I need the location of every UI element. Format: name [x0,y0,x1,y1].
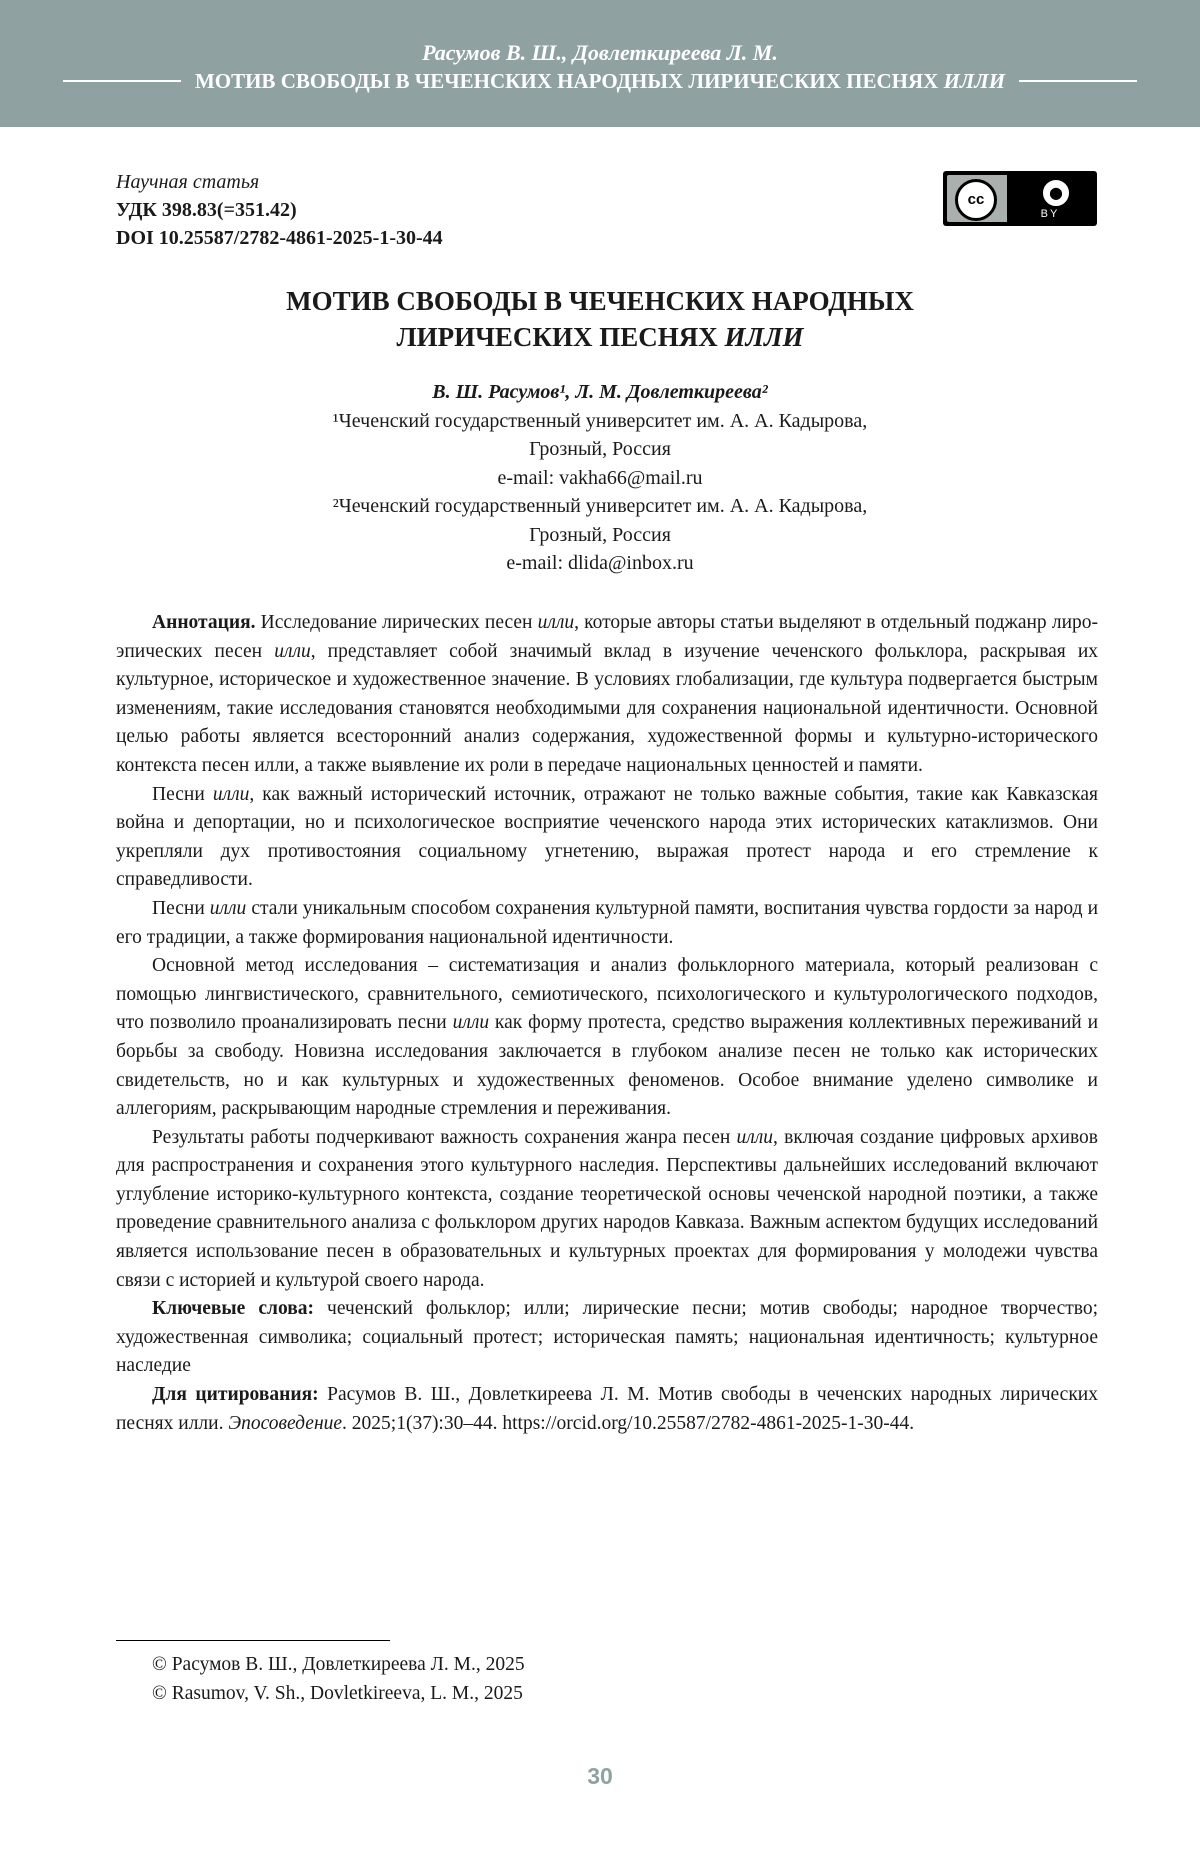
author-affiliations [100,378,1100,578]
keywords: Ключевые слова: чеченский фольклор; илли; лирические песни; мотив свободы; народное творчество; художественная символика; социальный протест; историческая память; национальная идентичность; культурное наследие [116,1298,1098,1377]
header-authors: Расумов В. Ш., Довлеткиреева Л. М. [422,40,778,65]
citation: Для цитирования: Расумов В. Ш., Довлеткиреева Л. М. Мотив свободы в чеченских народных лирических песнях илли. Эпосоведение. 2025;1(37):30–44. https://orcid.org/10.25587/2782-4861-2025-1-30-44. [116,1384,1098,1434]
article-title [100,283,1100,355]
affiliation-2: ²Чеченский государственный университет им. А. А. Кадырова, [332,495,868,517]
abstract-paragraph-1: Аннотация. Исследование лирических песен илли, которые авторы статьи выделяют в отдельный поджанр лиро-эпических песен илли, представляет собой значимый вклад в изучение чеченского фольклора, раскрывая их культурное, историческое и художественное значение. В условиях глобализации, где культура подвергается быстрым изменениям, такие исследования становятся необходимыми для сохранения национальной идентичности. Основной целью работы является всесторонний анализ содержания, художественной формы и культурно-исторического контекста песен илли, а также выявление их роли в передаче национальных ценностей и памяти. [116,612,1099,776]
email-1[interactable]: e-mail: vakha66@mail.ru [497,466,703,489]
header-title: МОТИВ СВОБОДЫ В ЧЕЧЕНСКИХ НАРОДНЫХ ЛИРИЧЕСКИХ ПЕСНЯХ ИЛЛИ [194,69,1006,93]
running-header [0,0,1200,127]
abstract-paragraph-5: Результаты работы подчеркивают важность сохранения жанра песен илли, включая создание цифровых архивов для распространения и сохранения этого культурного наследия. Перспективы дальнейших исследований включают углубление историко-культурного контекста, создание теоретической основы чеченской народной поэтики, а также проведение сравнительного анализа с фольклором других народов Кавказа. Важным аспектом будущих исследований является использование песен в образовательных и культурных проектах для формирования у молодежи чувства связи с историей и культурой своего народа. [116,1126,1098,1291]
header-rule-right [1019,80,1137,82]
cc-icon: cc [955,179,997,221]
article-meta [116,168,443,252]
page-number: 30 [587,1763,613,1789]
title-line-1: МОТИВ СВОБОДЫ В ЧЕЧЕНСКИХ НАРОДНЫХ [286,286,914,316]
by-block [1007,175,1093,222]
abstract-paragraph-4: Основной метод исследования – систематизация и анализ фольклорного материала, который реализован с помощью лингвистического, сравнительного, семиотического, психологического и культурологического подходов, что позволило проанализировать песни илли как форму протеста, средство выражения коллективных переживаний и борьбы за свободу. Новизна исследования заключается в глубоком анализе песен не только как исторических свидетельств, но и как культурных и художественных феноменов. Особое внимание уделено символике и аллегориям, раскрывающим народные стремления и переживания. [116,955,1099,1120]
abstract-paragraph-2: Песни илли, как важный исторический источник, отражают не только важные события, такие как Кавказская война и депортации, но и психологическое восприятие чеченского народа этих исторических катаклизмов. Они укрепляли дух противостояния социальному угнетению, выражая протест народа и его стремление к справедливости. [116,783,1098,891]
abstract [116,609,1098,1438]
footnote-divider [116,1640,390,1641]
title-line-2: ЛИРИЧЕСКИХ ПЕСНЯХ ИЛЛИ [396,322,804,352]
abstract-paragraph-3: Песни илли стали уникальным способом сохранения культурной памяти, воспитания чувства гордости за народ и его традиции, а также формирования национальной идентичности. [116,897,1099,948]
copyright-ru: © Расумов В. Ш., Довлеткиреева Л. М., 2025 [152,1654,525,1675]
cc-badge-inner [947,175,1093,222]
header-title-row [0,68,1200,94]
affiliation-2-city: Грозный, Россия [529,523,671,546]
doi: DOI 10.25587/2782-4861-2025-1-30-44 [116,227,443,249]
copyright-footnotes [152,1650,525,1708]
cc-by-license-badge[interactable] [943,171,1097,226]
by-label: BY [1040,208,1060,220]
header-rule-left [63,80,181,82]
email-2[interactable]: e-mail: dlida@inbox.ru [506,552,694,574]
affiliation-1: ¹Чеченский государственный университет им. А. А. Кадырова, [332,409,868,432]
udk-code: УДК 398.83(=351.42) [116,199,297,221]
copyright-en: © Rasumov, V. Sh., Dovletkireeva, L. M., 2025 [152,1683,523,1704]
affiliation-1-city: Грозный, Россия [529,438,671,460]
author-names: В. Ш. Расумов¹, Л. М. Довлеткиреева² [432,381,768,403]
attribution-person-icon: ● [1041,178,1071,208]
article-type: Научная статья [116,171,260,193]
